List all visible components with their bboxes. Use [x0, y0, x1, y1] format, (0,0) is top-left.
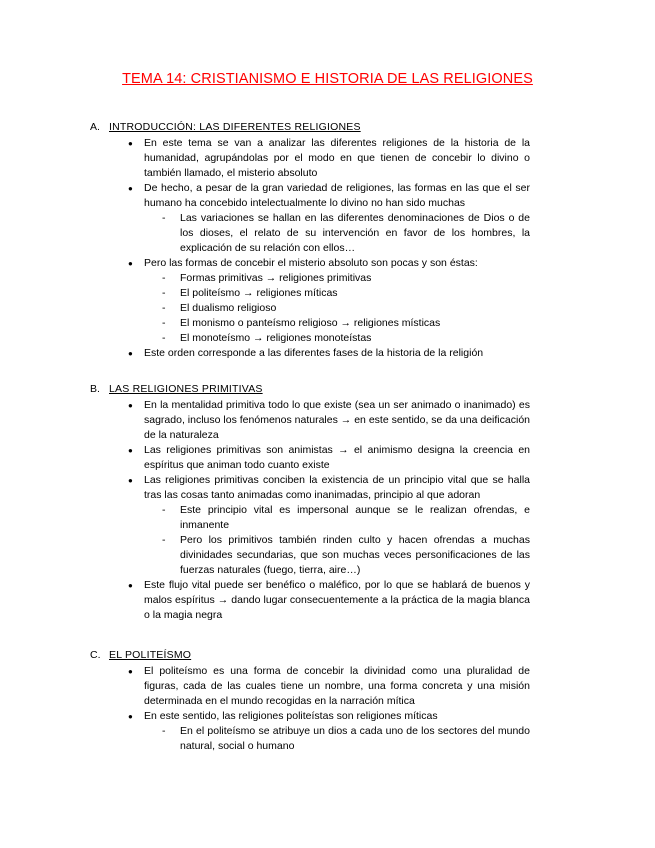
- section-heading: [90, 648, 530, 663]
- section-politeismo: [90, 648, 530, 754]
- section-title: EL POLITEÍSMO: [109, 649, 192, 661]
- bullet-item: ● Pero las formas de concebir el misterio absoluto son pocas y son éstas:: [90, 256, 530, 271]
- section-introduccion: [90, 120, 530, 361]
- document-title: TEMA 14: CRISTIANISMO E HISTORIA DE LAS RELIGIONES: [122, 71, 533, 87]
- bullet-item: ● Este flujo vital puede ser benéfico o maléfico, por lo que se hablará de buenos y malos espíritus → dando lugar consecuentemente a la práctica de la magia blanca o la magia negra: [90, 578, 530, 623]
- section-letter: C.: [90, 649, 101, 661]
- bullet-item: ● De hecho, a pesar de la gran variedad de religiones, las formas en las que el ser humano ha concebido intelectualmente lo divino no han sido muchas: [90, 181, 530, 211]
- sub-item: - El dualismo religioso: [90, 301, 530, 316]
- section-letter: A.: [90, 121, 100, 133]
- section-letter: B.: [90, 383, 100, 395]
- section-title: LAS RELIGIONES PRIMITIVAS: [109, 383, 263, 395]
- sub-item: - Formas primitivas → religiones primitivas: [90, 271, 530, 286]
- section-religiones-primitivas: [90, 382, 530, 623]
- sub-item: - Este principio vital es impersonal aunque se le realizan ofrendas, e inmanente: [90, 503, 530, 533]
- section-heading: [90, 382, 530, 397]
- bullet-item: ● Las religiones primitivas conciben la existencia de un principio vital que se halla tras las cosas tanto animadas como inanimadas, principio al que adoran: [90, 473, 530, 503]
- sub-item: - Las variaciones se hallan en las diferentes denominaciones de Dios o de los dioses, el relato de su intervención en favor de los hombres, la explicación de su relación con ellos…: [90, 211, 530, 256]
- sub-item: - El monismo o panteísmo religioso → religiones místicas: [90, 316, 530, 331]
- bullet-item: ● En este sentido, las religiones politeístas son religiones míticas: [90, 709, 530, 724]
- bullet-item: ● En la mentalidad primitiva todo lo que existe (sea un ser animado o inanimado) es sagrado, incluso los fenómenos naturales → en este sentido, se da una deificación de la naturaleza: [90, 398, 530, 443]
- bullet-item: ● Este orden corresponde a las diferentes fases de la historia de la religión: [90, 346, 530, 361]
- sub-item: - El politeísmo → religiones míticas: [90, 286, 530, 301]
- bullet-item: ● Las religiones primitivas son animistas → el animismo designa la creencia en espíritus que animan todo cuanto existe: [90, 443, 530, 473]
- bullet-item: ● El politeísmo es una forma de concebir la divinidad como una pluralidad de figuras, cada de las cuales tiene un nombre, una forma concreta y una misión determinada en el mundo recogidas en la narración mítica: [90, 664, 530, 709]
- sub-item: - Pero los primitivos también rinden culto y hacen ofrendas a muchas divinidades secundarias, que son muchas veces personificaciones de las fuerzas naturales (fuego, tierra, aire…): [90, 533, 530, 578]
- section-heading: [90, 120, 530, 135]
- bullet-item: ● En este tema se van a analizar las diferentes religiones de la historia de la humanidad, agrupándolas por el modo en que tienen de concebir lo divino o también llamado, el misterio absoluto: [90, 136, 530, 181]
- section-title: INTRODUCCIÓN: LAS DIFERENTES RELIGIONES: [109, 121, 361, 133]
- sub-item: - El monoteísmo → religiones monoteístas: [90, 331, 530, 346]
- sub-item: - En el politeísmo se atribuye un dios a cada uno de los sectores del mundo natural, social o humano: [90, 724, 530, 754]
